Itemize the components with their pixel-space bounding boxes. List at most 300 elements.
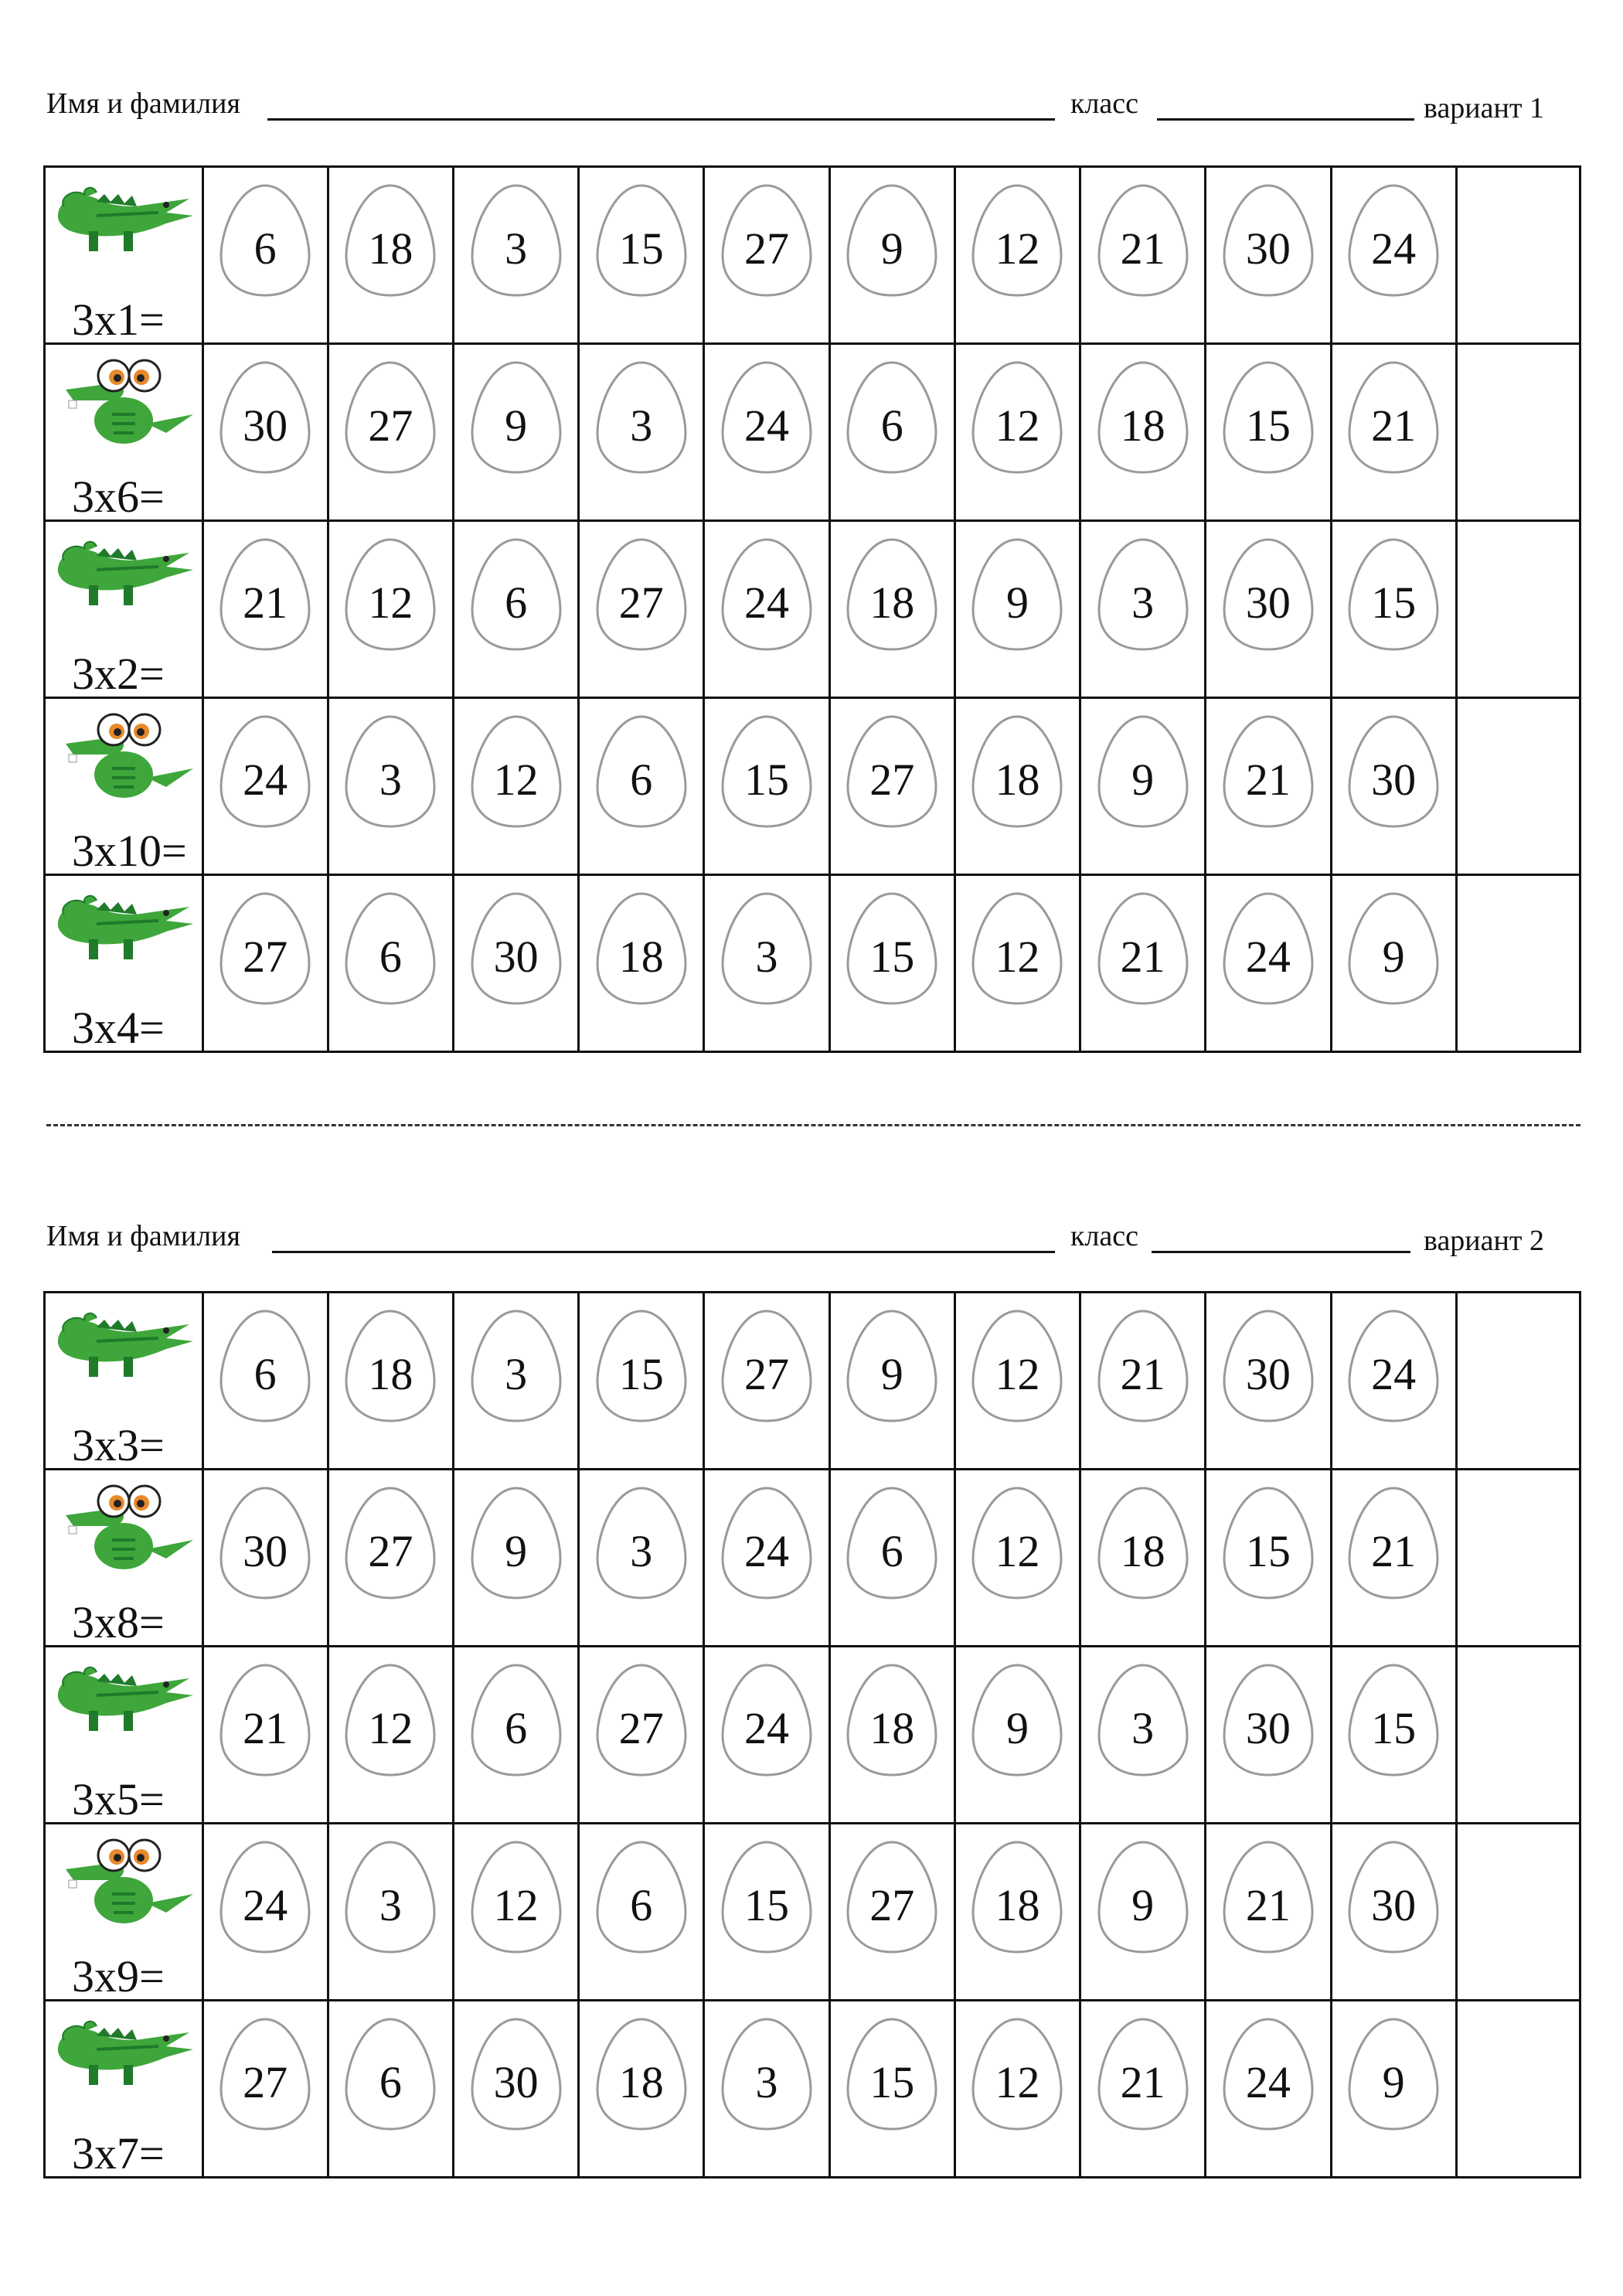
answer-cell xyxy=(1331,1293,1456,1470)
answer-value: 21 xyxy=(1120,223,1165,274)
egg-answer-option[interactable] xyxy=(1096,1308,1190,1424)
answer-box[interactable] xyxy=(1456,2001,1580,2178)
answer-value: 3 xyxy=(505,1348,528,1399)
answer-value: 15 xyxy=(618,1348,664,1399)
answer-cell xyxy=(1206,1824,1331,2001)
answer-cell xyxy=(1206,344,1331,521)
egg-answer-option[interactable] xyxy=(218,2016,312,2132)
egg-answer-option[interactable] xyxy=(845,2016,939,2132)
answer-cell xyxy=(954,1470,1080,1647)
egg-answer-option[interactable] xyxy=(720,891,814,1007)
egg-answer-option[interactable] xyxy=(1096,359,1190,475)
answer-cell xyxy=(1206,2001,1331,2178)
answer-value: 30 xyxy=(243,1525,288,1576)
egg-answer-option[interactable] xyxy=(469,714,563,829)
answer-cell xyxy=(453,698,578,875)
egg-answer-option[interactable] xyxy=(845,1308,939,1424)
problem-expression: 3x10= xyxy=(72,826,187,876)
answer-box[interactable] xyxy=(1456,698,1580,875)
egg-answer-option[interactable] xyxy=(594,1308,689,1424)
egg-answer-option[interactable] xyxy=(845,1662,939,1778)
egg-answer-option[interactable] xyxy=(845,537,939,652)
egg-answer-option[interactable] xyxy=(1221,2016,1315,2132)
egg-answer-option[interactable] xyxy=(469,537,563,652)
egg-answer-option[interactable] xyxy=(1096,182,1190,298)
egg-answer-option[interactable] xyxy=(1096,2016,1190,2132)
egg-answer-option[interactable] xyxy=(218,1308,312,1424)
egg-answer-option[interactable] xyxy=(1346,1485,1441,1601)
problem-cell xyxy=(45,344,203,521)
egg-answer-option[interactable] xyxy=(343,2016,437,2132)
egg-answer-option[interactable] xyxy=(218,1839,312,1955)
answer-cell xyxy=(328,698,453,875)
answer-cell xyxy=(829,698,954,875)
egg-answer-option[interactable] xyxy=(1096,714,1190,829)
answer-value: 18 xyxy=(368,1348,413,1399)
egg-answer-option[interactable] xyxy=(1221,1662,1315,1778)
answer-value: 27 xyxy=(744,1348,790,1399)
egg-answer-option[interactable] xyxy=(469,1308,563,1424)
egg-answer-option[interactable] xyxy=(1346,891,1441,1007)
answer-cell xyxy=(829,344,954,521)
answer-value: 21 xyxy=(243,1702,288,1753)
egg-answer-option[interactable] xyxy=(469,2016,563,2132)
egg-answer-option[interactable] xyxy=(343,714,437,829)
problem-expression: 3x4= xyxy=(72,1003,165,1053)
answer-value: 12 xyxy=(995,400,1040,451)
problem-cell xyxy=(45,521,203,698)
problem-cell xyxy=(45,1293,203,1470)
answer-value: 27 xyxy=(869,1879,915,1930)
name-input-line[interactable] xyxy=(267,118,1055,121)
answer-value: 9 xyxy=(1131,1879,1155,1930)
answer-value: 12 xyxy=(368,1702,413,1753)
egg-answer-option[interactable] xyxy=(469,359,563,475)
egg-answer-option[interactable] xyxy=(594,891,689,1007)
egg-answer-option[interactable] xyxy=(1221,891,1315,1007)
answer-value: 27 xyxy=(869,754,915,805)
answer-cell xyxy=(579,698,704,875)
answer-value: 6 xyxy=(630,754,653,805)
egg-answer-option[interactable] xyxy=(720,537,814,652)
answer-cell xyxy=(1331,344,1456,521)
problem-cell xyxy=(45,167,203,344)
answer-box[interactable] xyxy=(1456,1824,1580,2001)
egg-answer-option[interactable] xyxy=(1096,891,1190,1007)
egg-answer-option[interactable] xyxy=(1346,359,1441,475)
answer-value: 12 xyxy=(493,754,539,805)
answer-cell xyxy=(1206,1470,1331,1647)
egg-answer-option[interactable] xyxy=(469,1839,563,1955)
answer-value: 3 xyxy=(630,1525,653,1576)
answer-cell xyxy=(202,1824,328,2001)
egg-answer-option[interactable] xyxy=(1096,537,1190,652)
answer-value: 24 xyxy=(744,1702,790,1753)
answer-cell xyxy=(328,344,453,521)
answer-value: 18 xyxy=(995,1879,1040,1930)
answer-cell xyxy=(1331,1470,1456,1647)
egg-answer-option[interactable] xyxy=(845,1485,939,1601)
answer-box[interactable] xyxy=(1456,1470,1580,1647)
egg-answer-option[interactable] xyxy=(218,182,312,298)
answer-value: 6 xyxy=(880,1525,903,1576)
answer-value: 9 xyxy=(505,400,528,451)
answer-cell xyxy=(1080,875,1206,1052)
answer-value: 12 xyxy=(995,1348,1040,1399)
answer-value: 3 xyxy=(755,2056,778,2107)
answer-cell xyxy=(328,875,453,1052)
egg-answer-option[interactable] xyxy=(469,1485,563,1601)
egg-answer-option[interactable] xyxy=(1096,1839,1190,1955)
answer-value: 27 xyxy=(744,223,790,274)
answer-cell xyxy=(453,2001,578,2178)
answer-value: 27 xyxy=(368,1525,413,1576)
egg-answer-option[interactable] xyxy=(1346,537,1441,652)
answer-cell xyxy=(954,1647,1080,1824)
egg-answer-option[interactable] xyxy=(469,891,563,1007)
egg-answer-option[interactable] xyxy=(1346,2016,1441,2132)
answer-cell xyxy=(829,875,954,1052)
answer-value: 3 xyxy=(1131,577,1155,628)
answer-value: 6 xyxy=(880,400,903,451)
problem-expression: 3x2= xyxy=(72,649,165,699)
class-input-line[interactable] xyxy=(1152,1251,1410,1253)
answer-value: 6 xyxy=(505,1702,528,1753)
answer-value: 15 xyxy=(744,1879,790,1930)
egg-answer-option[interactable] xyxy=(594,714,689,829)
egg-answer-option[interactable] xyxy=(218,891,312,1007)
answer-cell xyxy=(579,1647,704,1824)
answer-value: 18 xyxy=(368,223,413,274)
egg-answer-option[interactable] xyxy=(970,1662,1064,1778)
problem-expression: 3x3= xyxy=(72,1420,165,1470)
answer-cell xyxy=(1331,1647,1456,1824)
egg-answer-option[interactable] xyxy=(1221,1485,1315,1601)
answer-cell xyxy=(1331,698,1456,875)
egg-answer-option[interactable] xyxy=(845,182,939,298)
answer-value: 9 xyxy=(1382,2056,1405,2107)
problem-expression: 3x5= xyxy=(72,1774,165,1824)
answer-value: 12 xyxy=(995,931,1040,982)
name-label: Имя и фамилия xyxy=(46,87,240,120)
egg-answer-option[interactable] xyxy=(1221,182,1315,298)
answer-cell xyxy=(1206,521,1331,698)
egg-answer-option[interactable] xyxy=(1221,714,1315,829)
answer-value: 21 xyxy=(1371,400,1417,451)
answer-cell xyxy=(1206,1293,1331,1470)
answer-value: 21 xyxy=(1245,754,1291,805)
answer-cell xyxy=(1331,521,1456,698)
egg-answer-option[interactable] xyxy=(594,2016,689,2132)
answer-cell xyxy=(328,2001,453,2178)
answer-value: 30 xyxy=(1371,754,1417,805)
answer-cell xyxy=(1331,875,1456,1052)
answer-cell xyxy=(328,1647,453,1824)
answer-value: 3 xyxy=(1131,1702,1155,1753)
answer-value: 9 xyxy=(1005,1702,1029,1753)
egg-answer-option[interactable] xyxy=(218,714,312,829)
answer-cell xyxy=(954,521,1080,698)
egg-answer-option[interactable] xyxy=(1346,714,1441,829)
answer-value: 9 xyxy=(1382,931,1405,982)
egg-answer-option[interactable] xyxy=(218,537,312,652)
answer-value: 30 xyxy=(1245,1348,1291,1399)
answer-cell xyxy=(1080,1824,1206,2001)
egg-answer-option[interactable] xyxy=(343,1662,437,1778)
answer-value: 15 xyxy=(618,223,664,274)
answer-cell xyxy=(579,521,704,698)
variant-label: вариант 1 xyxy=(1424,92,1544,124)
answer-cell xyxy=(1206,1647,1331,1824)
egg-answer-option[interactable] xyxy=(343,537,437,652)
answer-cell xyxy=(328,1824,453,2001)
egg-answer-option[interactable] xyxy=(970,1485,1064,1601)
answer-cell xyxy=(1206,698,1331,875)
egg-answer-option[interactable] xyxy=(218,1485,312,1601)
answer-cell xyxy=(1080,344,1206,521)
egg-answer-option[interactable] xyxy=(845,359,939,475)
answer-value: 12 xyxy=(493,1879,539,1930)
answer-value: 6 xyxy=(505,577,528,628)
table-row xyxy=(45,698,1580,875)
answer-value: 24 xyxy=(243,1879,288,1930)
answer-value: 3 xyxy=(379,754,402,805)
answer-value: 15 xyxy=(869,2056,915,2107)
answer-value: 12 xyxy=(995,1525,1040,1576)
answer-value: 18 xyxy=(618,931,664,982)
answer-cell xyxy=(579,167,704,344)
egg-answer-option[interactable] xyxy=(1221,1839,1315,1955)
name-input-line[interactable] xyxy=(272,1251,1055,1253)
egg-answer-option[interactable] xyxy=(469,1662,563,1778)
egg-answer-option[interactable] xyxy=(594,1839,689,1955)
egg-answer-option[interactable] xyxy=(970,891,1064,1007)
variant-label: вариант 2 xyxy=(1424,1225,1544,1257)
problem-cell xyxy=(45,1470,203,1647)
answer-value: 15 xyxy=(1245,1525,1291,1576)
answer-box[interactable] xyxy=(1456,875,1580,1052)
answer-value: 6 xyxy=(253,223,277,274)
answer-cell xyxy=(328,167,453,344)
answer-cell xyxy=(1080,167,1206,344)
answer-value: 27 xyxy=(243,2056,288,2107)
egg-answer-option[interactable] xyxy=(720,1308,814,1424)
answer-cell xyxy=(829,521,954,698)
answer-box[interactable] xyxy=(1456,1293,1580,1470)
answer-value: 30 xyxy=(1245,577,1291,628)
egg-answer-option[interactable] xyxy=(218,1662,312,1778)
answer-value: 15 xyxy=(1245,400,1291,451)
answer-value: 24 xyxy=(1245,2056,1291,2107)
egg-answer-option[interactable] xyxy=(720,1485,814,1601)
table-row xyxy=(45,2001,1580,2178)
answer-cell xyxy=(829,1647,954,1824)
answer-value: 21 xyxy=(1120,931,1165,982)
egg-answer-option[interactable] xyxy=(594,1662,689,1778)
egg-answer-option[interactable] xyxy=(970,182,1064,298)
egg-answer-option[interactable] xyxy=(1096,1485,1190,1601)
answer-cell xyxy=(829,1824,954,2001)
egg-answer-option[interactable] xyxy=(720,714,814,829)
answer-value: 30 xyxy=(243,400,288,451)
answer-box[interactable] xyxy=(1456,521,1580,698)
answer-value: 27 xyxy=(618,1702,664,1753)
answer-value: 24 xyxy=(744,400,790,451)
answer-value: 18 xyxy=(869,577,915,628)
egg-answer-option[interactable] xyxy=(720,2016,814,2132)
answer-value: 30 xyxy=(493,931,539,982)
answer-cell xyxy=(1331,2001,1456,2178)
answer-value: 3 xyxy=(505,223,528,274)
egg-answer-option[interactable] xyxy=(594,182,689,298)
egg-answer-option[interactable] xyxy=(845,714,939,829)
answer-cell xyxy=(202,875,328,1052)
table-row xyxy=(45,167,1580,344)
table-row xyxy=(45,344,1580,521)
answer-value: 3 xyxy=(630,400,653,451)
answer-value: 24 xyxy=(744,1525,790,1576)
answer-cell xyxy=(202,521,328,698)
answer-box[interactable] xyxy=(1456,1647,1580,1824)
answer-cell xyxy=(579,2001,704,2178)
answer-cell xyxy=(704,167,829,344)
egg-answer-option[interactable] xyxy=(343,1839,437,1955)
egg-answer-option[interactable] xyxy=(1346,1308,1441,1424)
answer-cell xyxy=(202,1293,328,1470)
egg-answer-option[interactable] xyxy=(970,1839,1064,1955)
answer-value: 12 xyxy=(995,223,1040,274)
answer-cell xyxy=(453,1824,578,2001)
egg-answer-option[interactable] xyxy=(469,182,563,298)
egg-answer-option[interactable] xyxy=(218,359,312,475)
egg-answer-option[interactable] xyxy=(845,891,939,1007)
answer-box[interactable] xyxy=(1456,167,1580,344)
egg-answer-option[interactable] xyxy=(343,891,437,1007)
egg-answer-option[interactable] xyxy=(970,2016,1064,2132)
egg-answer-option[interactable] xyxy=(970,1308,1064,1424)
table-row xyxy=(45,1470,1580,1647)
answer-cell xyxy=(579,344,704,521)
egg-answer-option[interactable] xyxy=(1221,537,1315,652)
problem-expression: 3x7= xyxy=(72,2128,165,2178)
answer-value: 30 xyxy=(1371,1879,1417,1930)
answer-cell xyxy=(328,1293,453,1470)
egg-answer-option[interactable] xyxy=(594,359,689,475)
answer-cell xyxy=(704,2001,829,2178)
answer-cell xyxy=(1080,1293,1206,1470)
answer-cell xyxy=(453,875,578,1052)
answer-cell xyxy=(829,2001,954,2178)
egg-answer-option[interactable] xyxy=(343,1485,437,1601)
table-row xyxy=(45,875,1580,1052)
egg-answer-option[interactable] xyxy=(720,359,814,475)
answer-value: 12 xyxy=(368,577,413,628)
name-label: Имя и фамилия xyxy=(46,1220,240,1252)
answer-value: 3 xyxy=(379,1879,402,1930)
answer-value: 24 xyxy=(243,754,288,805)
answer-cell xyxy=(1080,1470,1206,1647)
answer-cell xyxy=(453,167,578,344)
egg-answer-option[interactable] xyxy=(845,1839,939,1955)
answer-value: 18 xyxy=(618,2056,664,2107)
answer-cell xyxy=(579,1293,704,1470)
answer-value: 24 xyxy=(1245,931,1291,982)
answer-box[interactable] xyxy=(1456,344,1580,521)
problem-expression: 3x9= xyxy=(72,1951,165,2001)
answer-value: 24 xyxy=(1371,1348,1417,1399)
answer-value: 30 xyxy=(1245,1702,1291,1753)
answer-value: 9 xyxy=(1131,754,1155,805)
answer-value: 15 xyxy=(1371,577,1417,628)
egg-answer-option[interactable] xyxy=(1096,1662,1190,1778)
problem-cell xyxy=(45,1647,203,1824)
answer-cell xyxy=(453,521,578,698)
answer-cell xyxy=(954,2001,1080,2178)
answer-cell xyxy=(1331,1824,1456,2001)
multiplication-grid-2 xyxy=(43,1291,1581,2178)
egg-answer-option[interactable] xyxy=(970,537,1064,652)
answer-value: 21 xyxy=(1245,1879,1291,1930)
class-input-line[interactable] xyxy=(1157,118,1414,121)
problem-expression: 3x8= xyxy=(72,1597,165,1647)
egg-answer-option[interactable] xyxy=(343,1308,437,1424)
answer-cell xyxy=(202,167,328,344)
answer-cell xyxy=(1080,1647,1206,1824)
answer-value: 30 xyxy=(1245,223,1291,274)
multiplication-grid-1 xyxy=(43,165,1581,1053)
answer-cell xyxy=(579,1470,704,1647)
egg-answer-option[interactable] xyxy=(720,1839,814,1955)
answer-cell xyxy=(1080,698,1206,875)
problem-cell xyxy=(45,2001,203,2178)
egg-answer-option[interactable] xyxy=(1346,1662,1441,1778)
answer-cell xyxy=(1206,875,1331,1052)
answer-value: 21 xyxy=(1120,2056,1165,2107)
answer-cell xyxy=(704,875,829,1052)
egg-answer-option[interactable] xyxy=(1346,1839,1441,1955)
egg-answer-option[interactable] xyxy=(1346,182,1441,298)
answer-cell xyxy=(1206,167,1331,344)
egg-answer-option[interactable] xyxy=(970,714,1064,829)
answer-value: 9 xyxy=(880,1348,903,1399)
answer-cell xyxy=(579,1824,704,2001)
answer-value: 21 xyxy=(1120,1348,1165,1399)
answer-value: 18 xyxy=(1120,1525,1165,1576)
answer-value: 24 xyxy=(744,577,790,628)
answer-value: 27 xyxy=(618,577,664,628)
answer-value: 18 xyxy=(869,1702,915,1753)
answer-value: 21 xyxy=(243,577,288,628)
answer-cell xyxy=(704,1293,829,1470)
egg-answer-option[interactable] xyxy=(594,537,689,652)
egg-answer-option[interactable] xyxy=(343,359,437,475)
answer-cell xyxy=(704,1470,829,1647)
egg-answer-option[interactable] xyxy=(594,1485,689,1601)
answer-cell xyxy=(328,1470,453,1647)
egg-answer-option[interactable] xyxy=(343,182,437,298)
egg-answer-option[interactable] xyxy=(720,1662,814,1778)
problem-cell xyxy=(45,1824,203,2001)
egg-answer-option[interactable] xyxy=(970,359,1064,475)
worksheet-header-2 xyxy=(46,1213,1553,1259)
answer-value: 30 xyxy=(493,2056,539,2107)
answer-cell xyxy=(829,1470,954,1647)
answer-value: 18 xyxy=(1120,400,1165,451)
egg-answer-option[interactable] xyxy=(1221,1308,1315,1424)
egg-answer-option[interactable] xyxy=(720,182,814,298)
egg-answer-option[interactable] xyxy=(1221,359,1315,475)
problem-cell xyxy=(45,698,203,875)
